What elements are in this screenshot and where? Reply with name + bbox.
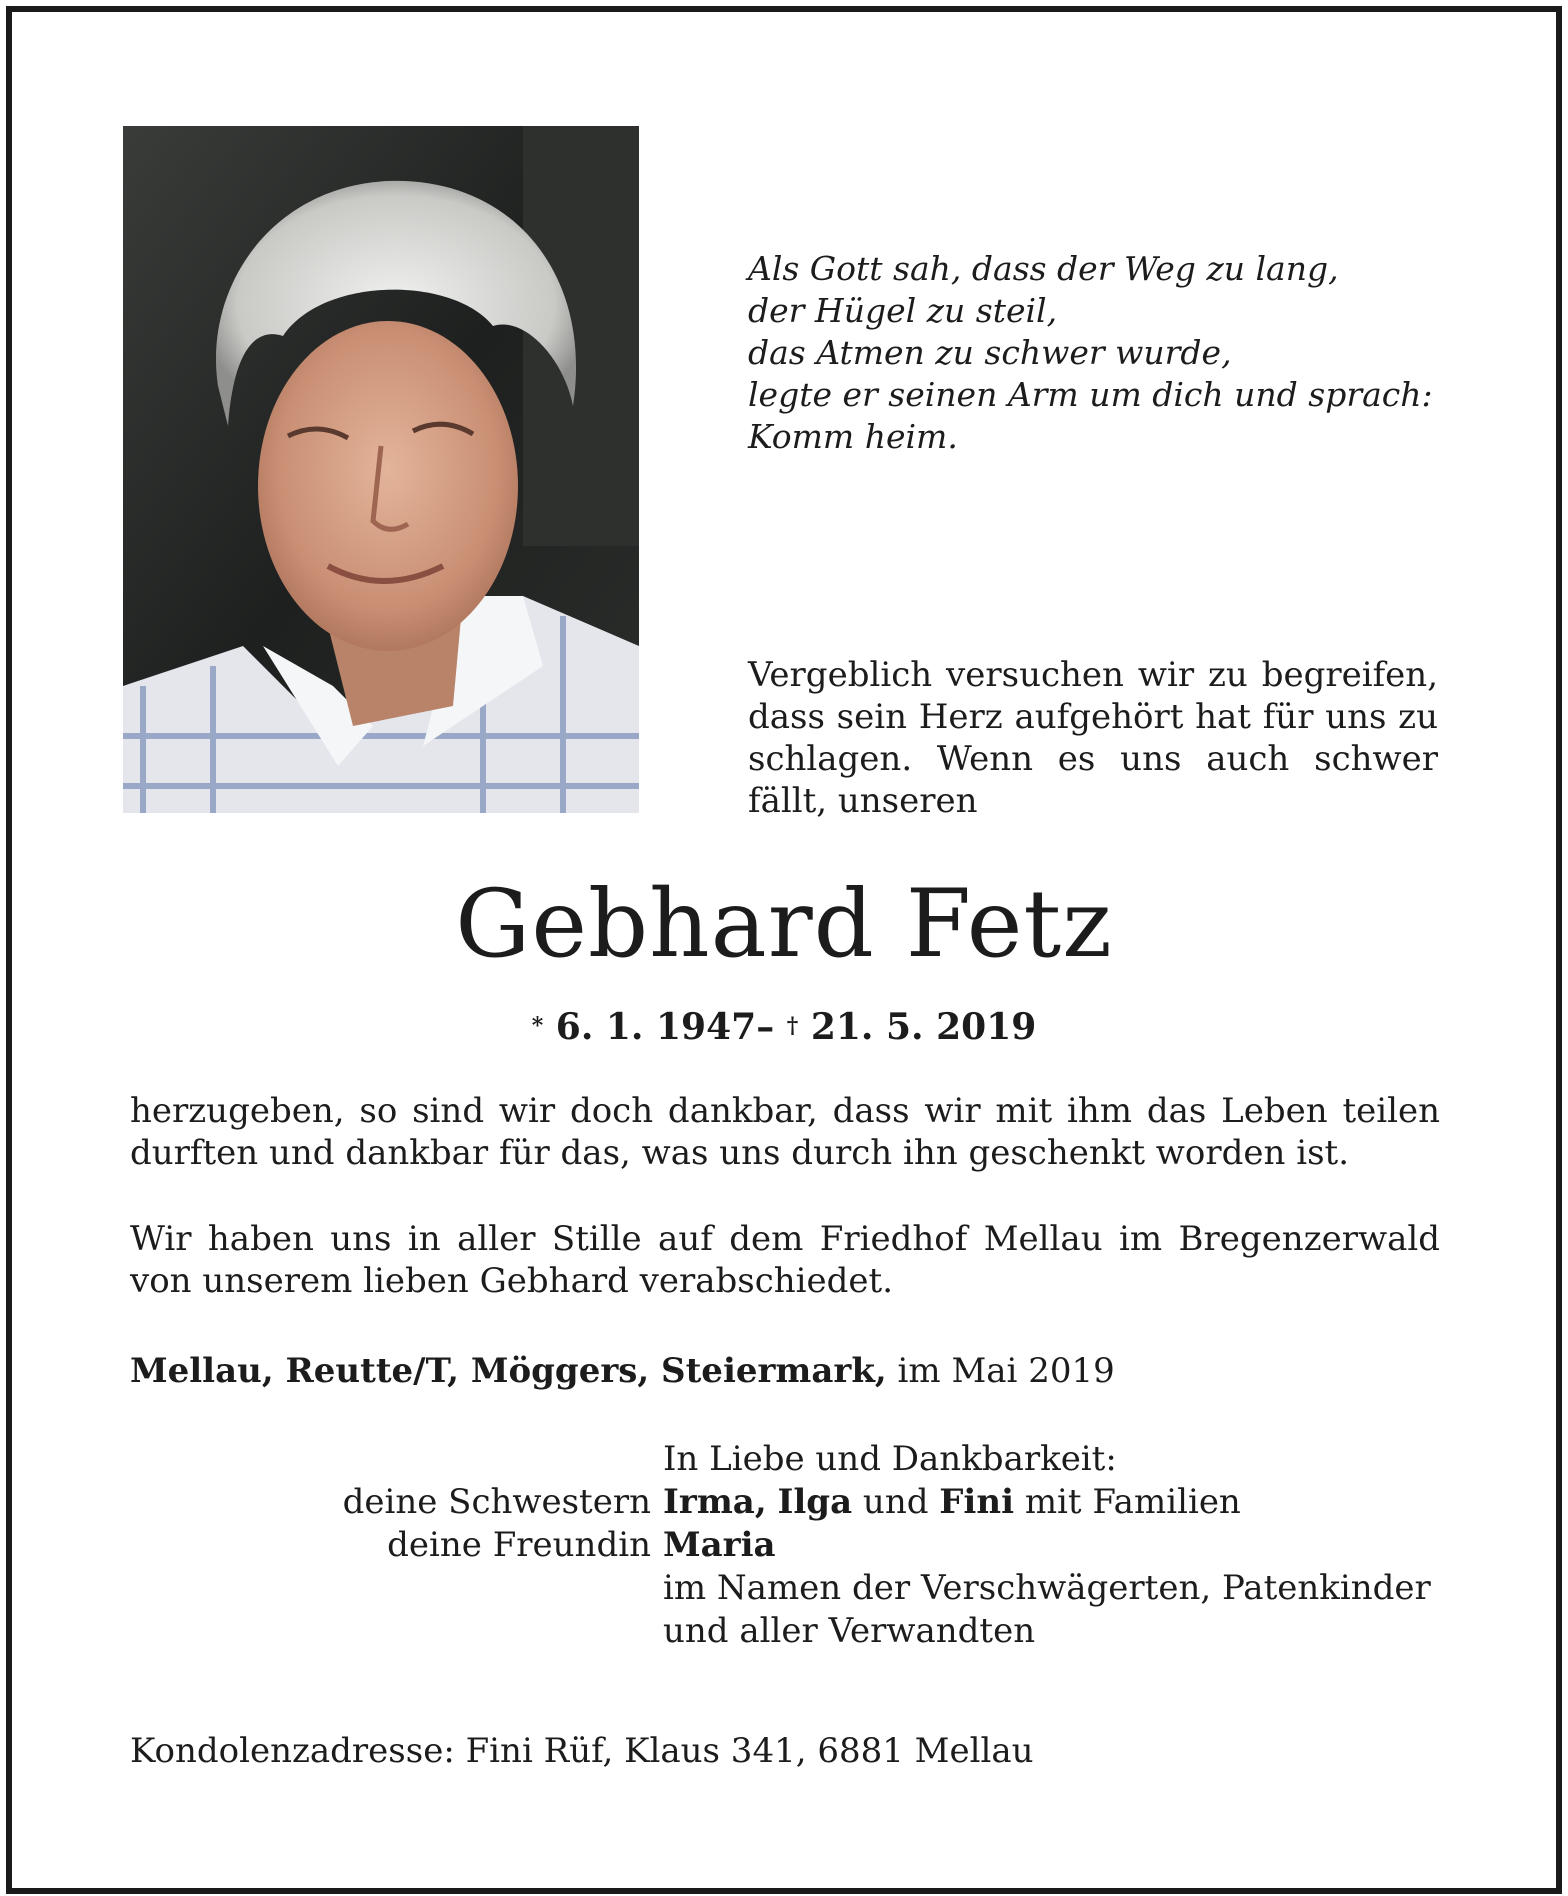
poem-line: das Atmen zu schwer wurde, xyxy=(748,333,1232,372)
poem-line: legte er seinen Arm um dich und sprach: xyxy=(748,375,1433,414)
and-word: und xyxy=(862,1482,929,1522)
sister-name: Ilga xyxy=(777,1482,853,1522)
date-separator: – xyxy=(756,1006,775,1048)
birth-symbol: * xyxy=(531,1013,544,1039)
death-date: 21. 5. 2019 xyxy=(810,1006,1037,1048)
relatives-line: und aller Verwandten xyxy=(663,1611,1036,1651)
sister-name: Irma, xyxy=(663,1482,767,1522)
birth-date: 6. 1. 1947 xyxy=(555,1006,757,1048)
portrait-photo xyxy=(123,126,639,813)
sister-name: Fini xyxy=(939,1482,1014,1522)
places-line xyxy=(130,1350,1440,1392)
poem-line: der Hügel zu steil, xyxy=(748,291,1058,330)
friend-name: Maria xyxy=(663,1525,776,1565)
families-text: mit Familien xyxy=(1024,1482,1241,1522)
intro-paragraph: Vergeblich versuchen wir zu begreifen, dass sein Herz aufgehört hat für uns zu schlagen. Wenn es uns auch schwer fällt, unseren xyxy=(748,655,1438,821)
relatives-line: im Namen der Verschwägerten, Patenkinder xyxy=(663,1568,1431,1608)
farewell-paragraph: Wir haben uns in aller Stille auf dem Friedhof Mellau im Bregenzerwald von unserem lieben Gebhard verabschiedet. xyxy=(130,1219,1440,1301)
condolence-address: Kondolenzadresse: Fini Rüf, Klaus 341, 6881 Mellau xyxy=(130,1731,1034,1771)
signature-heading: In Liebe und Dankbarkeit: xyxy=(663,1439,1117,1479)
gratitude-paragraph: herzugeben, so sind wir doch dankbar, dass wir mit ihm das Leben teilen durften und dankbar für das, was uns durch ihn geschenkt worden ist. xyxy=(130,1091,1440,1173)
signature-block xyxy=(0,1438,1568,1653)
friend-label: deine Freundin xyxy=(387,1525,651,1565)
poem-line: Als Gott sah, dass der Weg zu lang, xyxy=(748,249,1339,288)
poem xyxy=(748,248,1448,458)
deceased-name: Gebhard Fetz xyxy=(455,870,1113,979)
life-dates xyxy=(0,1005,1568,1054)
poem-line: Komm heim. xyxy=(748,417,958,456)
places-locations: Mellau, Reutte/T, Möggers, Steiermark, xyxy=(130,1351,887,1391)
death-symbol: † xyxy=(786,1013,799,1039)
places-date: im Mai 2019 xyxy=(897,1351,1115,1391)
sisters-label: deine Schwestern xyxy=(342,1482,651,1522)
